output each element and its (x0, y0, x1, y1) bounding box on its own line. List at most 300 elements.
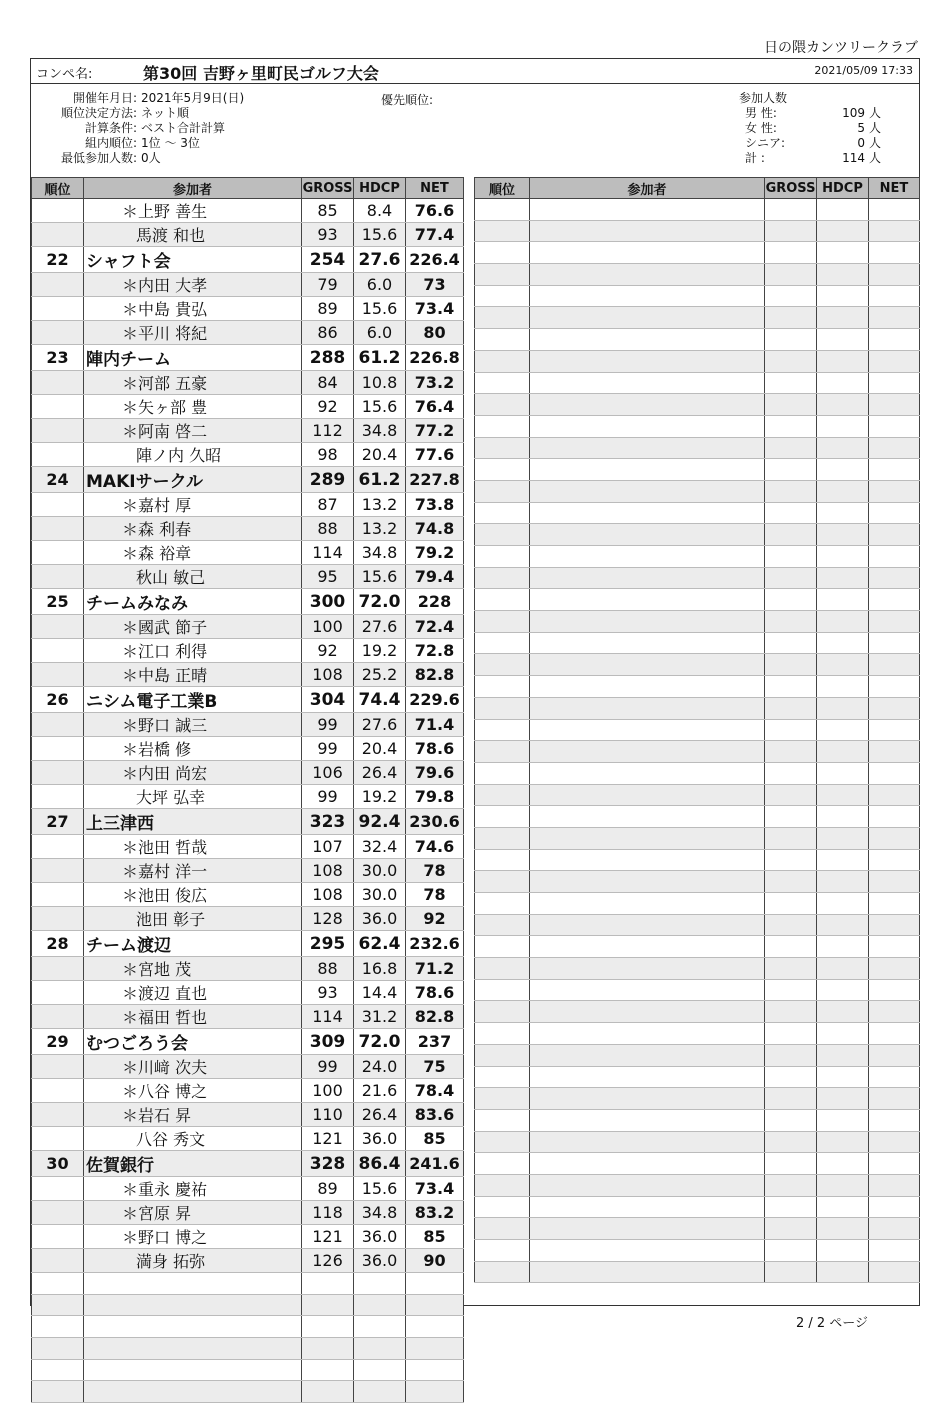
empty-cell (302, 1381, 354, 1403)
empty-cell (817, 1261, 869, 1283)
gross-cell: 295 (302, 931, 354, 957)
info-row-calc (31, 121, 244, 136)
empty-cell (530, 936, 765, 958)
net-cell: 78.6 (406, 737, 464, 761)
empty-row (475, 1044, 920, 1066)
empty-cell (765, 459, 817, 481)
player-row (32, 1201, 464, 1225)
empty-cell (869, 979, 920, 1001)
empty-row (475, 589, 920, 611)
gross-cell: 88 (302, 957, 354, 981)
gross-cell: 100 (302, 615, 354, 639)
header-net: NET (406, 178, 464, 199)
empty-cell (530, 1131, 765, 1153)
empty-cell (475, 546, 530, 568)
empty-cell (765, 437, 817, 459)
net-cell: 73.4 (406, 297, 464, 321)
empty-row (32, 1359, 464, 1381)
empty-cell (475, 762, 530, 784)
empty-cell (817, 1088, 869, 1110)
net-cell: 85 (406, 1225, 464, 1249)
empty-row (475, 827, 920, 849)
empty-row (475, 654, 920, 676)
empty-cell (530, 589, 765, 611)
empty-cell (765, 1023, 817, 1045)
hdcp-cell: 27.6 (354, 247, 406, 273)
empty-cell (406, 1381, 464, 1403)
empty-cell (869, 827, 920, 849)
empty-cell (354, 1294, 406, 1316)
empty-cell (765, 827, 817, 849)
gross-cell: 121 (302, 1225, 354, 1249)
empty-row (475, 979, 920, 1001)
rank-cell (32, 957, 84, 981)
empty-cell (530, 741, 765, 763)
empty-cell (530, 697, 765, 719)
name-cell: 秋山 敏己 (84, 565, 302, 589)
hdcp-cell: 15.6 (354, 1177, 406, 1201)
empty-cell (354, 1359, 406, 1381)
empty-cell (869, 1261, 920, 1283)
empty-cell (817, 1131, 869, 1153)
empty-cell (530, 415, 765, 437)
empty-cell (869, 1109, 920, 1131)
player-row (32, 981, 464, 1005)
hdcp-cell: 36.0 (354, 1225, 406, 1249)
hdcp-cell: 74.4 (354, 687, 406, 713)
empty-cell (765, 589, 817, 611)
player-row (32, 639, 464, 663)
empty-cell (817, 589, 869, 611)
name-cell: ＊福田 哲也 (84, 1005, 302, 1029)
rank-cell (32, 199, 84, 223)
empty-cell (817, 307, 869, 329)
empty-cell (765, 264, 817, 286)
empty-cell (530, 762, 765, 784)
empty-cell (869, 329, 920, 351)
empty-cell (475, 611, 530, 633)
empty-cell (530, 1044, 765, 1066)
name-cell: 佐賀銀行 (84, 1151, 302, 1177)
empty-cell (765, 1261, 817, 1283)
player-row (32, 493, 464, 517)
empty-cell (530, 264, 765, 286)
player-row (32, 1249, 464, 1273)
name-cell: 上三津西 (84, 809, 302, 835)
header-gross: GROSS (302, 178, 354, 199)
empty-cell (475, 372, 530, 394)
empty-cell (530, 958, 765, 980)
empty-row (475, 415, 920, 437)
empty-cell (32, 1273, 84, 1295)
gross-cell: 300 (302, 589, 354, 615)
empty-cell (530, 1001, 765, 1023)
hdcp-cell: 20.4 (354, 737, 406, 761)
empty-cell (869, 741, 920, 763)
player-row (32, 737, 464, 761)
empty-cell (765, 350, 817, 372)
empty-row (475, 1066, 920, 1088)
header-gross: GROSS (765, 178, 817, 199)
rank-cell (32, 761, 84, 785)
empty-cell (765, 784, 817, 806)
empty-cell (475, 654, 530, 676)
empty-cell (817, 676, 869, 698)
team-row (32, 809, 464, 835)
empty-cell (530, 676, 765, 698)
gross-cell: 112 (302, 419, 354, 443)
empty-cell (475, 242, 530, 264)
empty-cell (869, 567, 920, 589)
empty-cell (530, 285, 765, 307)
info-value: ベスト合計計算 (141, 121, 226, 135)
rank-cell (32, 297, 84, 321)
empty-row (475, 242, 920, 264)
empty-cell (869, 1131, 920, 1153)
rank-cell: 23 (32, 345, 84, 371)
rank-cell (32, 981, 84, 1005)
net-cell: 90 (406, 1249, 464, 1273)
empty-cell (302, 1359, 354, 1381)
net-cell: 228 (406, 589, 464, 615)
empty-cell (475, 1088, 530, 1110)
empty-cell (530, 784, 765, 806)
empty-cell (869, 199, 920, 221)
empty-cell (869, 524, 920, 546)
empty-cell (530, 1088, 765, 1110)
empty-cell (765, 871, 817, 893)
empty-cell (765, 719, 817, 741)
net-cell: 79.4 (406, 565, 464, 589)
count-unit: 人 (869, 151, 882, 165)
empty-cell (475, 1044, 530, 1066)
count-label: 男 性: (745, 106, 777, 120)
empty-cell (869, 546, 920, 568)
count-value: 5 (857, 121, 865, 135)
empty-cell (817, 524, 869, 546)
empty-cell (817, 199, 869, 221)
empty-cell (869, 307, 920, 329)
empty-cell (530, 567, 765, 589)
rank-cell (32, 565, 84, 589)
empty-cell (475, 741, 530, 763)
empty-row (475, 394, 920, 416)
gross-cell: 93 (302, 981, 354, 1005)
empty-cell (869, 871, 920, 893)
hdcp-cell: 16.8 (354, 957, 406, 981)
gross-cell: 85 (302, 199, 354, 223)
empty-cell (765, 1153, 817, 1175)
name-cell: ＊野口 博之 (84, 1225, 302, 1249)
gross-cell: 98 (302, 443, 354, 467)
empty-row (475, 936, 920, 958)
empty-cell (765, 1196, 817, 1218)
net-cell: 78.4 (406, 1079, 464, 1103)
empty-cell (406, 1359, 464, 1381)
empty-cell (817, 415, 869, 437)
name-cell: MAKIサークル (84, 467, 302, 493)
net-cell: 83.6 (406, 1103, 464, 1127)
empty-cell (817, 350, 869, 372)
empty-cell (817, 220, 869, 242)
empty-cell (817, 1066, 869, 1088)
name-cell: ＊嘉村 厚 (84, 493, 302, 517)
empty-row (475, 502, 920, 524)
team-row (32, 687, 464, 713)
net-cell: 77.4 (406, 223, 464, 247)
empty-cell (869, 502, 920, 524)
empty-row (475, 1153, 920, 1175)
empty-cell (530, 437, 765, 459)
empty-cell (84, 1359, 302, 1381)
empty-cell (765, 480, 817, 502)
empty-cell (765, 415, 817, 437)
empty-cell (765, 394, 817, 416)
empty-cell (475, 459, 530, 481)
gross-cell: 126 (302, 1249, 354, 1273)
rank-cell (32, 713, 84, 737)
empty-cell (869, 589, 920, 611)
empty-cell (32, 1359, 84, 1381)
empty-row (475, 762, 920, 784)
empty-cell (475, 1023, 530, 1045)
name-cell: 八谷 秀文 (84, 1127, 302, 1151)
empty-cell (475, 502, 530, 524)
name-cell: ＊森 裕章 (84, 541, 302, 565)
hdcp-cell: 32.4 (354, 835, 406, 859)
net-cell: 73.2 (406, 371, 464, 395)
empty-cell (765, 914, 817, 936)
net-cell: 73.8 (406, 493, 464, 517)
empty-cell (530, 199, 765, 221)
empty-row (32, 1316, 464, 1338)
empty-row (475, 437, 920, 459)
empty-cell (530, 1153, 765, 1175)
gross-cell: 108 (302, 859, 354, 883)
empty-cell (475, 893, 530, 915)
rank-cell (32, 493, 84, 517)
empty-cell (530, 806, 765, 828)
hdcp-cell: 15.6 (354, 395, 406, 419)
empty-cell (475, 437, 530, 459)
name-cell: ＊嘉村 洋一 (84, 859, 302, 883)
empty-cell (475, 220, 530, 242)
hdcp-cell: 30.0 (354, 883, 406, 907)
empty-cell (530, 329, 765, 351)
empty-row (475, 567, 920, 589)
player-row (32, 785, 464, 809)
empty-cell (475, 480, 530, 502)
header-hdcp: HDCP (354, 178, 406, 199)
rank-cell (32, 737, 84, 761)
empty-cell (354, 1381, 406, 1403)
info-row-min-participants (31, 151, 244, 166)
name-cell: 満身 拓弥 (84, 1249, 302, 1273)
results-sheet (30, 58, 920, 1306)
empty-cell (817, 1023, 869, 1045)
empty-row (475, 307, 920, 329)
empty-cell (354, 1338, 406, 1360)
name-cell: ＊河部 五豪 (84, 371, 302, 395)
gross-cell: 99 (302, 785, 354, 809)
empty-row (475, 199, 920, 221)
empty-row (475, 264, 920, 286)
empty-cell (84, 1273, 302, 1295)
empty-cell (817, 394, 869, 416)
empty-cell (765, 285, 817, 307)
empty-cell (817, 936, 869, 958)
empty-cell (765, 220, 817, 242)
team-row (32, 467, 464, 493)
empty-cell (869, 1218, 920, 1240)
name-cell: チーム渡辺 (84, 931, 302, 957)
rank-cell (32, 859, 84, 883)
player-row (32, 565, 464, 589)
empty-cell (302, 1294, 354, 1316)
hdcp-cell: 92.4 (354, 809, 406, 835)
empty-cell (765, 762, 817, 784)
info-value: 2021年5月9日(日) (141, 91, 245, 105)
net-cell: 77.6 (406, 443, 464, 467)
empty-cell (869, 849, 920, 871)
empty-cell (869, 914, 920, 936)
net-cell: 82.8 (406, 1005, 464, 1029)
player-row (32, 321, 464, 345)
rank-cell (32, 639, 84, 663)
team-row (32, 1151, 464, 1177)
empty-cell (475, 1153, 530, 1175)
empty-row (475, 697, 920, 719)
net-cell: 76.4 (406, 395, 464, 419)
name-cell: 陣ノ内 久昭 (84, 443, 302, 467)
name-cell: ＊矢ヶ部 豊 (84, 395, 302, 419)
name-cell: ニシム電子工業B (84, 687, 302, 713)
empty-cell (765, 199, 817, 221)
empty-row (475, 719, 920, 741)
empty-cell (475, 719, 530, 741)
empty-row (475, 849, 920, 871)
name-cell: ＊江口 利得 (84, 639, 302, 663)
name-cell: ＊内田 尚宏 (84, 761, 302, 785)
empty-cell (869, 893, 920, 915)
empty-cell (530, 1218, 765, 1240)
empty-cell (530, 1261, 765, 1283)
count-label: 計 : (745, 151, 765, 165)
participant-counts (739, 91, 889, 166)
empty-cell (530, 654, 765, 676)
team-row (32, 345, 464, 371)
name-cell: むつごろう会 (84, 1029, 302, 1055)
count-value: 0 (857, 136, 865, 150)
printed-timestamp: 2021/05/09 17:33 (814, 64, 913, 77)
page-number: 2 / 2 ページ (795, 1316, 868, 1331)
hdcp-cell: 10.8 (354, 371, 406, 395)
empty-cell (869, 958, 920, 980)
empty-cell (817, 762, 869, 784)
empty-cell (765, 958, 817, 980)
net-cell: 241.6 (406, 1151, 464, 1177)
gross-cell: 93 (302, 223, 354, 247)
empty-cell (530, 871, 765, 893)
empty-cell (765, 1174, 817, 1196)
empty-row (475, 350, 920, 372)
name-cell: ＊内田 大孝 (84, 273, 302, 297)
empty-row (475, 220, 920, 242)
compe-label: コンペ名: (36, 67, 93, 82)
empty-row (475, 372, 920, 394)
net-cell: 232.6 (406, 931, 464, 957)
name-cell: ＊阿南 啓二 (84, 419, 302, 443)
count-unit: 人 (869, 106, 882, 120)
empty-cell (817, 741, 869, 763)
empty-cell (84, 1338, 302, 1360)
player-row (32, 371, 464, 395)
name-cell: 馬渡 和也 (84, 223, 302, 247)
net-cell: 71.4 (406, 713, 464, 737)
name-cell: チームみなみ (84, 589, 302, 615)
rank-cell (32, 443, 84, 467)
empty-cell (765, 372, 817, 394)
empty-cell (765, 979, 817, 1001)
hdcp-cell: 36.0 (354, 1249, 406, 1273)
table-header (475, 178, 920, 199)
empty-cell (817, 871, 869, 893)
hdcp-cell: 36.0 (354, 907, 406, 931)
hdcp-cell: 24.0 (354, 1055, 406, 1079)
hdcp-cell: 27.6 (354, 615, 406, 639)
rank-cell (32, 1249, 84, 1273)
player-row (32, 835, 464, 859)
name-cell: ＊岩橋 修 (84, 737, 302, 761)
name-cell: ＊池田 哲哉 (84, 835, 302, 859)
player-row (32, 395, 464, 419)
empty-cell (475, 329, 530, 351)
hdcp-cell: 26.4 (354, 1103, 406, 1127)
empty-cell (475, 1174, 530, 1196)
hdcp-cell: 8.4 (354, 199, 406, 223)
empty-cell (406, 1273, 464, 1295)
info-label: 順位決定方法: (60, 106, 137, 120)
hdcp-cell: 27.6 (354, 713, 406, 737)
empty-cell (475, 871, 530, 893)
empty-row (475, 676, 920, 698)
hdcp-cell: 13.2 (354, 493, 406, 517)
empty-row (475, 741, 920, 763)
name-cell: ＊野口 誠三 (84, 713, 302, 737)
empty-cell (817, 849, 869, 871)
team-row (32, 589, 464, 615)
player-row (32, 883, 464, 907)
empty-cell (869, 1240, 920, 1262)
count-label: 女 性: (745, 121, 777, 135)
empty-cell (530, 632, 765, 654)
rank-cell (32, 541, 84, 565)
empty-cell (765, 806, 817, 828)
gross-cell: 108 (302, 663, 354, 687)
rank-cell: 28 (32, 931, 84, 957)
empty-row (475, 632, 920, 654)
gross-cell: 328 (302, 1151, 354, 1177)
empty-row (32, 1338, 464, 1360)
empty-cell (869, 762, 920, 784)
empty-cell (475, 914, 530, 936)
net-cell: 230.6 (406, 809, 464, 835)
empty-cell (475, 394, 530, 416)
name-cell: ＊重永 慶祐 (84, 1177, 302, 1201)
rank-cell (32, 1225, 84, 1249)
gross-cell: 121 (302, 1127, 354, 1151)
empty-cell (530, 394, 765, 416)
